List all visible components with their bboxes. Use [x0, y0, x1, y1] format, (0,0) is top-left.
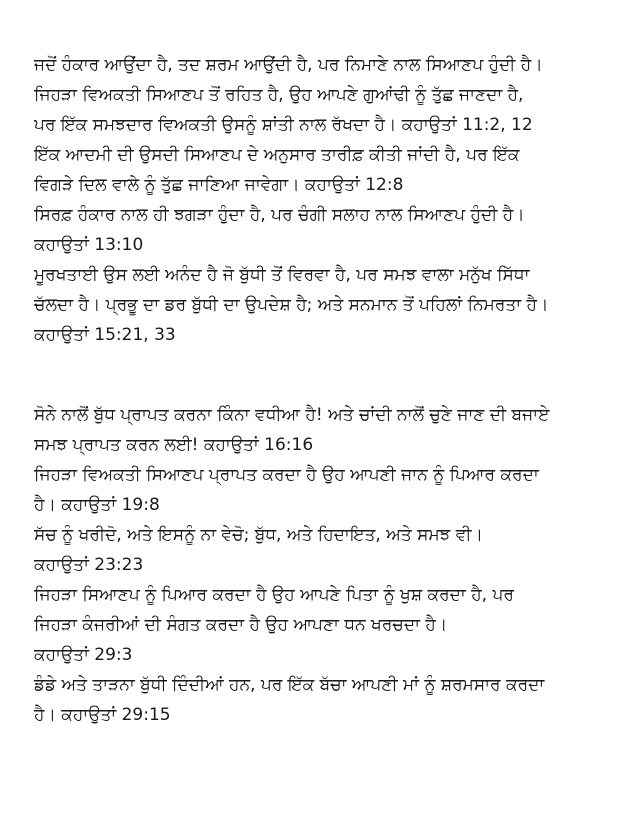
text-line: ਸਮਝ ਪ੍ਰਾਪਤ ਕਰਨ ਲਈ! ਕਹਾਉਤਾਂ 16:16	[34, 435, 314, 455]
text-line: ਕਹਾਉਤਾਂ 15:21, 33	[34, 325, 176, 345]
text-line: ਵਿਗੜੇ ਦਿਲ ਵਾਲੇ ਨੂੰ ਤੁੱਛ ਜਾਣਿਆ ਜਾਵੇਗਾ। ਕਹਾਉਤਾਂ 12:8	[34, 175, 404, 195]
text-line: ਮੂਰਖਤਾਈ ਉਸ ਲਈ ਅਨੰਦ ਹੈ ਜੋ ਬੁੱਧੀ ਤੋਂ ਵਿਰਵਾ ਹੈ, ਪਰ ਸਮਝ ਵਾਲਾ ਮਨੁੱਖ ਸਿੱਧਾ	[34, 265, 530, 285]
document-page	[34, 50, 612, 730]
text-line: ਜਿਹੜਾ ਕੰਜਰੀਆਂ ਦੀ ਸੰਗਤ ਕਰਦਾ ਹੈ ਉਹ ਆਪਣਾ ਧਨ ਖਰਚਦਾ ਹੈ।	[34, 615, 448, 635]
text-line: ਹੈ। ਕਹਾਉਤਾਂ 29:15	[34, 705, 171, 725]
proverbs-section-1	[34, 50, 612, 350]
proverbs-section-2	[34, 400, 612, 730]
text-line: ਕਹਾਉਤਾਂ 23:23	[34, 555, 144, 575]
text-line: ਸੱਚ ਨੂੰ ਖਰੀਦੋ, ਅਤੇ ਇਸਨੂੰ ਨਾ ਵੇਚੋ; ਬੁੱਧ, ਅਤੇ ਹਿਦਾਇਤ, ਅਤੇ ਸਮਝ ਵੀ।	[34, 525, 483, 545]
text-line: ਪਰ ਇੱਕ ਸਮਝਦਾਰ ਵਿਅਕਤੀ ਉਸਨੂੰ ਸ਼ਾਂਤੀ ਨਾਲ ਰੱਖਦਾ ਹੈ। ਕਹਾਉਤਾਂ 11:2, 12	[34, 115, 533, 135]
text-line: ਹੈ। ਕਹਾਉਤਾਂ 19:8	[34, 495, 160, 515]
text-line: ਇੱਕ ਆਦਮੀ ਦੀ ਉਸਦੀ ਸਿਆਣਪ ਦੇ ਅਨੁਸਾਰ ਤਾਰੀਫ਼ ਕੀਤੀ ਜਾਂਦੀ ਹੈ, ਪਰ ਇੱਕ	[34, 145, 520, 165]
text-line: ਜਿਹੜਾ ਸਿਆਣਪ ਨੂੰ ਪਿਆਰ ਕਰਦਾ ਹੈ ਉਹ ਆਪਣੇ ਪਿਤਾ ਨੂੰ ਖੁਸ਼ ਕਰਦਾ ਹੈ, ਪਰ	[34, 585, 514, 605]
text-line: ਕਹਾਉਤਾਂ 13:10	[34, 235, 144, 255]
text-line: ਜਿਹੜਾ ਵਿਅਕਤੀ ਸਿਆਣਪ ਪ੍ਰਾਪਤ ਕਰਦਾ ਹੈ ਉਹ ਆਪਣੀ ਜਾਨ ਨੂੰ ਪਿਆਰ ਕਰਦਾ	[34, 465, 539, 485]
text-line: ਸਿਰਫ਼ ਹੰਕਾਰ ਨਾਲ ਹੀ ਝਗੜਾ ਹੁੰਦਾ ਹੈ, ਪਰ ਚੰਗੀ ਸਲਾਹ ਨਾਲ ਸਿਆਣਪ ਹੁੰਦੀ ਹੈ।	[34, 205, 525, 225]
text-line: ਜਦੋਂ ਹੰਕਾਰ ਆਉਂਦਾ ਹੈ, ਤਦ ਸ਼ਰਮ ਆਉਂਦੀ ਹੈ, ਪਰ ਨਿਮਾਣੇ ਨਾਲ ਸਿਆਣਪ ਹੁੰਦੀ ਹੈ।	[34, 55, 543, 75]
text-line: ਜਿਹੜਾ ਵਿਅਕਤੀ ਸਿਆਣਪ ਤੋਂ ਰਹਿਤ ਹੈ, ਉਹ ਆਪਣੇ ਗੁਆਂਢੀ ਨੂੰ ਤੁੱਛ ਜਾਣਦਾ ਹੈ,	[34, 85, 524, 105]
text-line: ਚੱਲਦਾ ਹੈ। ਪ੍ਰਭੂ ਦਾ ਡਰ ਬੁੱਧੀ ਦਾ ਉਪਦੇਸ਼ ਹੈ; ਅਤੇ ਸਨਮਾਨ ਤੋਂ ਪਹਿਲਾਂ ਨਿਮਰਤਾ ਹੈ।	[34, 295, 549, 315]
text-line: ਕਹਾਉਤਾਂ 29:3	[34, 645, 133, 665]
text-line: ਸੋਨੇ ਨਾਲੋਂ ਬੁੱਧ ਪ੍ਰਾਪਤ ਕਰਨਾ ਕਿੰਨਾ ਵਧੀਆ ਹੈ! ਅਤੇ ਚਾਂਦੀ ਨਾਲੋਂ ਚੁਣੇ ਜਾਣ ਦੀ ਬਜਾਏ	[34, 405, 550, 425]
text-line: ਡੰਡੇ ਅਤੇ ਤਾੜਨਾ ਬੁੱਧੀ ਦਿੰਦੀਆਂ ਹਨ, ਪਰ ਇੱਕ ਬੱਚਾ ਆਪਣੀ ਮਾਂ ਨੂੰ ਸ਼ਰਮਸਾਰ ਕਰਦਾ	[34, 675, 545, 695]
